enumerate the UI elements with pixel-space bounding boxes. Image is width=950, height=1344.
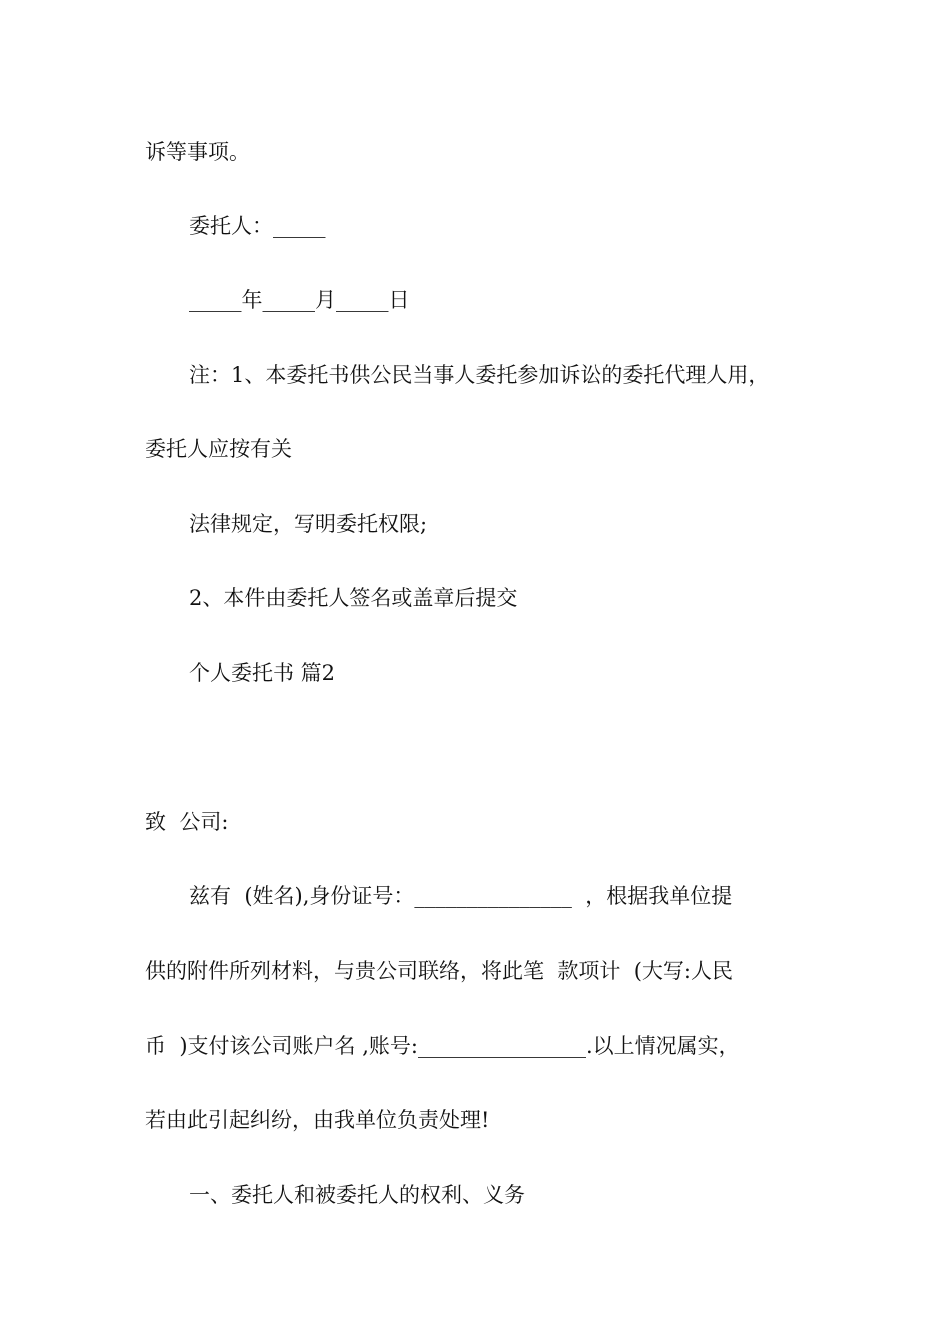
text-line: 若由此引起纠纷，由我单位负责处理! [145, 1108, 490, 1132]
date-line: _____年_____月_____日 [189, 288, 410, 312]
salutation: 致 公司: [145, 810, 229, 834]
principal-signature-line: 委托人：_____ [189, 214, 326, 238]
text-line: 诉等事项。 [145, 140, 250, 164]
note-line: 2、本件由委托人签名或盖章后提交 [189, 586, 518, 610]
text-line: 币 )支付该公司账户名 ,账号:________________.以上情况属实， [145, 1034, 740, 1058]
section-heading: 一、委托人和被委托人的权利、义务 [189, 1183, 525, 1207]
text-line: 兹有 (姓名),身份证号：_______________ ，根据我单位提 [189, 884, 733, 908]
section-title: 个人委托书 篇2 [189, 661, 336, 685]
text-line: 法律规定，写明委托权限; [189, 512, 428, 536]
text-line: 委托人应按有关 [145, 437, 292, 461]
text-line: 供的附件所列材料，与贵公司联络，将此笔 款项计 (大写:人民 [145, 959, 733, 983]
note-line: 注：1、本委托书供公民当事人委托参加诉讼的委托代理人用， [189, 363, 770, 387]
